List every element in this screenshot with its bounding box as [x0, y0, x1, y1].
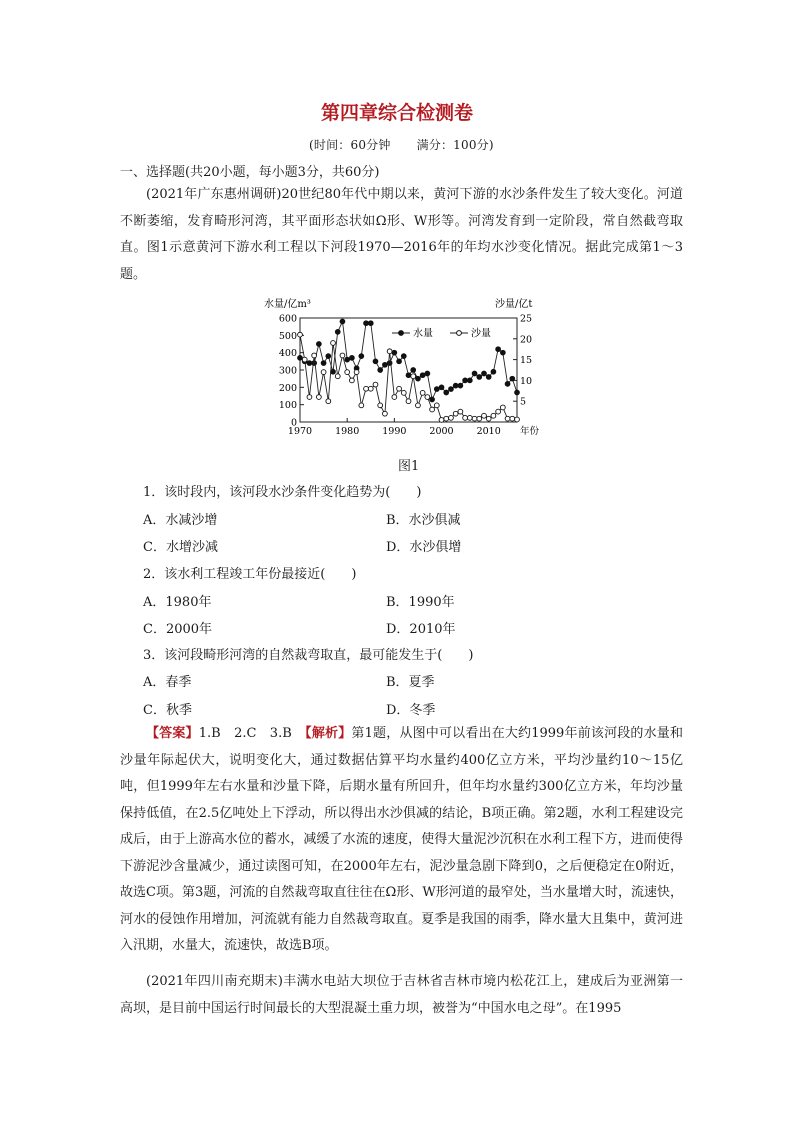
sediment-point	[496, 409, 501, 414]
question-3: 3．该河段畸形河湾的自然裁弯取直，最可能发生于( )	[143, 648, 474, 663]
q1-option-d[interactable]: D．水沙俱增	[386, 540, 462, 555]
left-tick-label: 100	[278, 400, 297, 412]
water-point	[312, 361, 317, 366]
sediment-point	[321, 370, 326, 375]
water-point	[401, 354, 406, 359]
water-point	[364, 321, 369, 326]
water-point	[378, 368, 383, 373]
q3-option-d[interactable]: D．冬季	[386, 703, 436, 718]
sediment-point	[416, 403, 421, 408]
analysis-text: 第1题，从图中可以看出在大约1999年前该河段的水量和沙量年际起伏大，说明变化大，通过数据估算平均水量约400亿立方米，平均沙量约10～15亿吨，但1999年左右水量和沙量下降，后期水量有所回升，但年均水量约300亿立方米，年均沙量保持低值，在2.5亿吨处上下浮动，所以得出水沙俱减的结论，B项正确。第2题，水利工程建设完成后，由于上游高水位的蓄水，减缓了水流的速度，使得大量泥沙沉积在水利工程下方，进而使得下游泥沙含量减少，通过读图可知，在2000年左右，泥沙量急剧下降到0，之后便稳定在0附近，故选C项。第3题，河流的自然裁弯取直往往在Ω形、W形河道的最窄处，当水量增大时，流速快，河水的侵蚀作用增加，河流就有能力自然裁弯取直。夏季是我国的雨季，降水量大且集中，黄河进入汛期，水量大，流速快，故选B项。	[120, 726, 683, 953]
sediment-point	[500, 405, 505, 410]
water-point	[383, 362, 388, 367]
water-point	[420, 373, 425, 378]
x-tick-label: 2010	[476, 426, 501, 437]
q3-option-c[interactable]: C．秋季	[143, 703, 192, 718]
water-point	[430, 397, 435, 402]
sediment-point	[349, 378, 354, 383]
answer-tag: 【答案】	[146, 726, 199, 741]
legend-label-2: 沙量	[471, 328, 491, 340]
left-axis-title: 水量/亿m³	[264, 299, 311, 310]
x-tick-label: 1990	[382, 426, 407, 437]
sediment-point	[482, 413, 487, 418]
sediment-point	[387, 349, 392, 354]
water-point	[505, 381, 510, 386]
water-point	[397, 359, 402, 364]
water-point	[340, 319, 345, 324]
water-point	[368, 321, 373, 326]
q2-option-b[interactable]: B．1990年	[386, 595, 455, 610]
sediment-point	[449, 415, 454, 420]
intro-passage: (2021年广东惠州调研)20世纪80年代中期以来，黄河下游的水沙条件发生了较大变化。河道不断萎缩，发育畸形河湾，其平面形态状如Ω形、W形等。河湾发育到一定阶段，常自然截弯取直。图1示意黄河下游水利工程以下河段1970—2016年的年均水沙变化情况。据此完成第1～3题。	[120, 187, 683, 282]
q3-option-a[interactable]: A．春季	[143, 675, 192, 690]
sediment-point	[515, 417, 520, 422]
question-2: 2．该水利工程竣工年份最接近( )	[143, 567, 357, 582]
sediment-point	[411, 374, 416, 379]
legend-marker-1	[399, 331, 404, 336]
sediment-point	[406, 399, 411, 404]
sediment-point	[477, 416, 482, 421]
water-point	[439, 385, 444, 390]
water-point	[510, 376, 515, 381]
water-point	[326, 354, 331, 359]
sediment-point	[326, 399, 331, 404]
water-point	[472, 371, 477, 376]
left-tick-label: 300	[278, 365, 297, 377]
sediment-point	[420, 390, 425, 395]
q1-option-c[interactable]: C．水增沙减	[143, 540, 218, 555]
sediment-point	[453, 411, 458, 416]
left-tick-label: 500	[278, 330, 297, 342]
x-tick-label: 1970	[287, 426, 313, 437]
water-point	[425, 371, 430, 376]
sediment-point	[463, 415, 468, 420]
question-1: 1．该时段内，该河段水沙条件变化趋势为( )	[143, 485, 422, 500]
sediment-point	[340, 353, 345, 358]
sediment-point	[458, 409, 463, 414]
sediment-point	[364, 386, 369, 391]
sediment-point	[373, 382, 378, 387]
water-point	[411, 368, 416, 373]
legend-label-1: 水量	[413, 328, 433, 340]
answer-keys: 1.B 2.C 3.B	[198, 726, 292, 741]
right-axis-title: 沙量/亿t	[495, 299, 533, 310]
sediment-point	[392, 395, 397, 400]
water-point	[331, 369, 336, 374]
page-title: 第四章综合检测卷	[320, 102, 473, 124]
sediment-point	[425, 395, 430, 400]
left-tick-label: 400	[278, 348, 297, 360]
right-tick-label: 5	[520, 396, 527, 408]
sediment-point	[486, 416, 491, 421]
water-point	[416, 376, 421, 381]
water-point	[463, 378, 468, 383]
sediment-point	[383, 411, 388, 416]
sediment-point	[335, 374, 340, 379]
x-axis-title: 年份	[520, 426, 540, 437]
water-point	[458, 383, 463, 388]
water-point	[359, 354, 364, 359]
water-point	[298, 355, 303, 360]
q1-option-b[interactable]: B．水沙俱减	[386, 513, 461, 528]
sediment-point	[298, 332, 303, 337]
exam-score: 满分：100分)	[416, 138, 494, 152]
sediment-point	[302, 357, 307, 362]
exam-meta	[309, 136, 494, 153]
water-point	[307, 361, 312, 366]
section-heading: 一、选择题(共20小题，每小题3分，共60分)	[120, 165, 380, 180]
sediment-point	[345, 370, 350, 375]
sediment-point	[359, 403, 364, 408]
sediment-point	[316, 395, 321, 400]
q3-option-b[interactable]: B．夏季	[386, 675, 435, 690]
water-point	[321, 361, 326, 366]
water-point	[500, 350, 505, 355]
water-point	[496, 347, 501, 352]
water-sediment-chart	[262, 295, 552, 445]
right-tick-label: 25	[520, 313, 533, 325]
left-tick-label: 0	[290, 417, 297, 429]
water-point	[406, 373, 411, 378]
water-point	[434, 387, 439, 392]
sediment-point	[472, 416, 477, 421]
sediment-point	[354, 370, 359, 375]
left-tick-label: 600	[278, 313, 297, 325]
x-tick-label: 1980	[335, 426, 360, 437]
answer-analysis	[120, 721, 683, 960]
analysis-tag: 【解析】	[305, 726, 352, 741]
left-tick-label: 200	[278, 382, 297, 394]
sediment-point	[401, 390, 406, 395]
q1-option-a[interactable]: A．水减沙增	[143, 513, 218, 528]
water-point	[449, 387, 454, 392]
water-point	[482, 371, 487, 376]
sediment-point	[307, 395, 312, 400]
right-tick-label: 20	[520, 334, 533, 346]
water-point	[316, 342, 321, 347]
water-point	[477, 375, 482, 380]
sediment-point	[439, 418, 444, 423]
sediment-point	[434, 403, 439, 408]
right-tick-label: 15	[520, 355, 533, 367]
sediment-point	[378, 403, 383, 408]
water-point	[349, 355, 354, 360]
water-point	[486, 375, 491, 380]
water-point	[444, 390, 449, 395]
exam-time: (时间：60分钟	[309, 138, 391, 152]
water-point	[491, 369, 496, 374]
x-tick-label: 2000	[429, 426, 454, 437]
sediment-point	[397, 386, 402, 391]
sediment-point	[491, 413, 496, 418]
water-point	[453, 383, 458, 388]
sediment-point	[510, 416, 515, 421]
sediment-point	[430, 407, 435, 412]
water-point	[373, 359, 378, 364]
water-point	[467, 378, 472, 383]
sediment-point	[312, 353, 317, 358]
q2-option-a[interactable]: A．1980年	[143, 595, 212, 610]
sediment-point	[368, 386, 373, 391]
water-point	[345, 357, 350, 362]
water-point	[392, 350, 397, 355]
q2-option-c[interactable]: C．2000年	[143, 622, 213, 637]
water-point	[335, 329, 340, 334]
sediment-point	[505, 416, 510, 421]
sediment-point	[331, 341, 336, 346]
right-tick-label: 10	[520, 375, 533, 387]
figure-caption: 图1	[398, 459, 420, 474]
next-passage: (2021年四川南充期末)丰满水电站大坝位于吉林省吉林市境内松花江上，建成后为亚洲第一高坝，是目前中国运行时间最长的大型混凝土重力坝，被誉为“中国水电之母”。在1995	[120, 974, 683, 1016]
water-point	[515, 390, 520, 395]
q2-option-d[interactable]: D．2010年	[386, 622, 456, 637]
sediment-point	[444, 416, 449, 421]
sediment-point	[467, 415, 472, 420]
legend-marker-2	[457, 331, 462, 336]
